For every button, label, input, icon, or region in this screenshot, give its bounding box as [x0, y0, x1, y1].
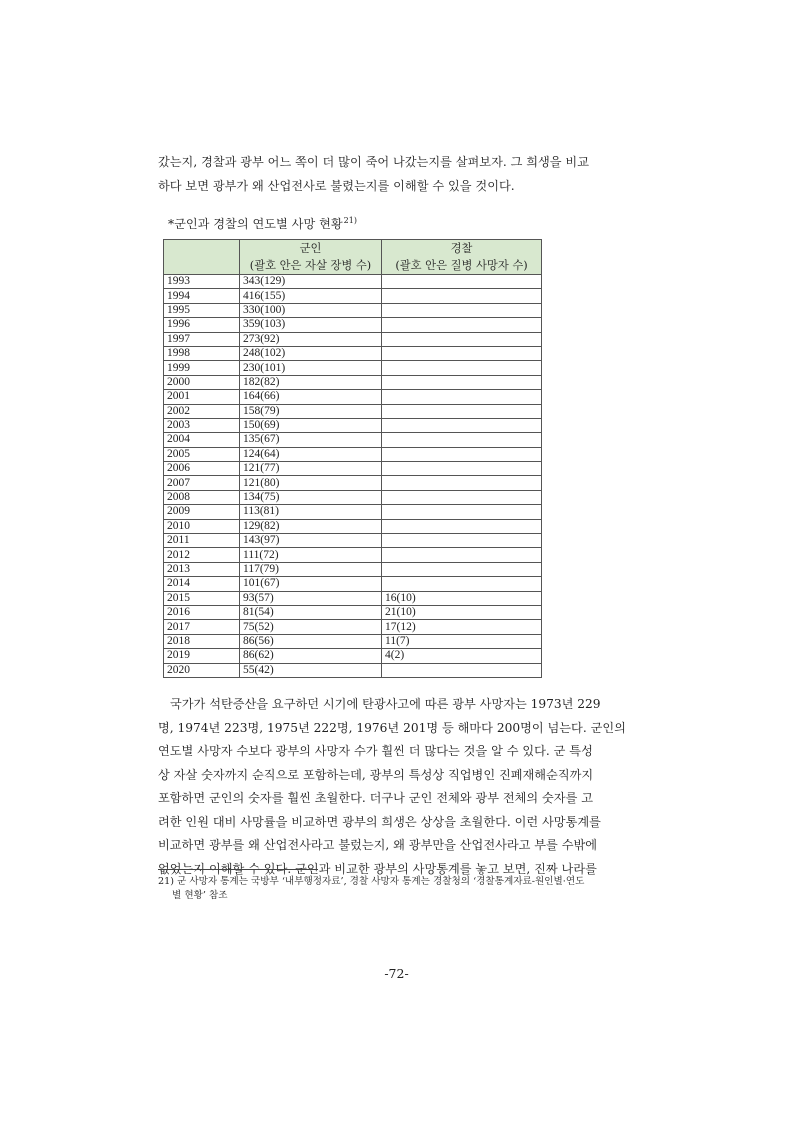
cell-year: 2004: [164, 433, 240, 447]
table-row: [164, 375, 542, 389]
cell-military: 81(54): [240, 605, 382, 619]
table-row: [164, 447, 542, 461]
header-year: [164, 240, 240, 275]
table-row: [164, 433, 542, 447]
table-row: [164, 634, 542, 648]
cell-military: 117(79): [240, 562, 382, 576]
cell-year: 2018: [164, 634, 240, 648]
cell-year: 2011: [164, 534, 240, 548]
header-police-subtitle: (괄호 안은 질병 사망자 수): [395, 259, 528, 272]
cell-police: [382, 289, 542, 303]
table-row: [164, 476, 542, 490]
cell-year: 1997: [164, 332, 240, 346]
cell-military: 134(75): [240, 490, 382, 504]
cell-police: [382, 318, 542, 332]
cell-year: 2003: [164, 418, 240, 432]
body-line: 비교하면 광부를 왜 산업전사라고 불렀는지, 왜 광부만을 산업전사라고 부를 수밖에: [158, 838, 598, 852]
cell-military: 55(42): [240, 663, 382, 677]
table-row: [164, 577, 542, 591]
cell-military: 135(67): [240, 433, 382, 447]
cell-police: 17(12): [382, 620, 542, 634]
cell-year: 2015: [164, 591, 240, 605]
death-statistics-table: [163, 239, 542, 678]
cell-military: 124(64): [240, 447, 382, 461]
cell-military: 164(66): [240, 390, 382, 404]
table-row: [164, 548, 542, 562]
table-row: [164, 361, 542, 375]
cell-police: [382, 663, 542, 677]
cell-police: [382, 462, 542, 476]
cell-police: 4(2): [382, 649, 542, 663]
cell-military: 182(82): [240, 375, 382, 389]
header-police-title: 경찰: [450, 242, 473, 255]
cell-military: 273(92): [240, 332, 382, 346]
cell-year: 2012: [164, 548, 240, 562]
header-police: [382, 240, 542, 275]
cell-military: 113(81): [240, 505, 382, 519]
cell-year: 2009: [164, 505, 240, 519]
cell-police: [382, 548, 542, 562]
cell-police: [382, 303, 542, 317]
cell-year: 2010: [164, 519, 240, 533]
table-caption: [168, 215, 357, 232]
table-row: [164, 289, 542, 303]
footnote-line-1: 21) 군 사망자 통계는 국방부 ‘내부행정자료’, 경찰 사망자 통계는 경찰청의 ‘경찰통계자료-원인별·연도: [158, 876, 585, 887]
cell-military: 230(101): [240, 361, 382, 375]
cell-year: 2005: [164, 447, 240, 461]
intro-paragraph: [158, 151, 638, 198]
cell-year: 2008: [164, 490, 240, 504]
caption-footnote-ref: 21): [343, 216, 357, 225]
cell-military: 111(72): [240, 548, 382, 562]
cell-police: [382, 390, 542, 404]
table-row: [164, 332, 542, 346]
cell-year: 1995: [164, 303, 240, 317]
cell-military: 150(69): [240, 418, 382, 432]
table-row: [164, 303, 542, 317]
cell-military: 75(52): [240, 620, 382, 634]
header-military-title: 군인: [299, 242, 322, 255]
table-row: [164, 318, 542, 332]
cell-police: [382, 476, 542, 490]
table-header-row: [164, 240, 542, 275]
table-row: [164, 605, 542, 619]
cell-year: 2017: [164, 620, 240, 634]
cell-military: 121(77): [240, 462, 382, 476]
cell-year: 2002: [164, 404, 240, 418]
cell-year: 2019: [164, 649, 240, 663]
cell-year: 2020: [164, 663, 240, 677]
cell-year: 1994: [164, 289, 240, 303]
cell-police: [382, 346, 542, 360]
cell-police: [382, 332, 542, 346]
cell-police: [382, 447, 542, 461]
header-military: [240, 240, 382, 275]
cell-police: [382, 534, 542, 548]
cell-police: [382, 577, 542, 591]
body-line: 없었는지 이해할 수 있다. 군인과 비교한 광부의 사망통계를 놓고 보면, 진짜 나라를: [158, 861, 597, 876]
cell-military: 143(97): [240, 534, 382, 548]
body-line: 연도별 사망자 수보다 광부의 사망자 수가 훨씬 더 많다는 것을 알 수 있다. 군 특성: [158, 744, 593, 758]
cell-military: 86(56): [240, 634, 382, 648]
cell-military: 248(102): [240, 346, 382, 360]
table-row: [164, 534, 542, 548]
cell-military: 101(67): [240, 577, 382, 591]
cell-police: [382, 404, 542, 418]
cell-military: 343(129): [240, 275, 382, 289]
table-row: [164, 591, 542, 605]
intro-line-2: 하다 보면 광부가 왜 산업전사로 불렸는지를 이해할 수 있을 것이다.: [158, 178, 515, 193]
cell-year: 1993: [164, 275, 240, 289]
table-row: [164, 519, 542, 533]
cell-year: 2001: [164, 390, 240, 404]
cell-year: 2000: [164, 375, 240, 389]
cell-year: 2016: [164, 605, 240, 619]
body-line: 려한 인원 대비 사망률을 비교하면 광부의 희생은 상상을 초월한다. 이런 사망통계를: [158, 814, 601, 829]
cell-year: 2014: [164, 577, 240, 591]
table-row: [164, 562, 542, 576]
cell-year: 2006: [164, 462, 240, 476]
table-row: [164, 490, 542, 504]
cell-police: 11(7): [382, 634, 542, 648]
cell-police: [382, 375, 542, 389]
cell-police: [382, 562, 542, 576]
cell-military: 129(82): [240, 519, 382, 533]
footnote-line-2: 별 현황’ 참조: [172, 890, 228, 901]
table-body: [164, 275, 542, 678]
cell-police: 16(10): [382, 591, 542, 605]
body-line: 국가가 석탄증산을 요구하던 시기에 탄광사고에 따른 광부 사망자는 1973년 229: [170, 697, 601, 711]
table-row: [164, 404, 542, 418]
table-row: [164, 505, 542, 519]
cell-year: 1998: [164, 346, 240, 360]
cell-military: 330(100): [240, 303, 382, 317]
page-number: -72-: [384, 966, 409, 981]
cell-police: 21(10): [382, 605, 542, 619]
body-line: 포함하면 군인의 숫자를 훨씬 초월한다. 더구나 군인 전체와 광부 전체의 숫자를 고: [158, 791, 594, 805]
cell-military: 359(103): [240, 318, 382, 332]
body-paragraph: [158, 693, 638, 881]
cell-police: [382, 361, 542, 375]
table-row: [164, 390, 542, 404]
cell-year: 1999: [164, 361, 240, 375]
body-line: 명, 1974년 223명, 1975년 222명, 1976년 201명 등 해마다 200명이 넘는다. 군인의: [158, 720, 626, 735]
footnote-divider: [158, 869, 318, 870]
table-row: [164, 620, 542, 634]
cell-police: [382, 490, 542, 504]
cell-year: 2007: [164, 476, 240, 490]
cell-military: 93(57): [240, 591, 382, 605]
caption-text: *군인과 경찰의 연도별 사망 현황: [168, 217, 343, 231]
header-military-subtitle: (괄호 안은 자살 장병 수): [249, 259, 372, 272]
table-row: [164, 346, 542, 360]
cell-military: 416(155): [240, 289, 382, 303]
cell-military: 158(79): [240, 404, 382, 418]
cell-police: [382, 418, 542, 432]
cell-police: [382, 433, 542, 447]
footnote: [158, 875, 638, 903]
cell-year: 1996: [164, 318, 240, 332]
table-row: [164, 663, 542, 677]
cell-police: [382, 519, 542, 533]
cell-year: 2013: [164, 562, 240, 576]
table-row: [164, 418, 542, 432]
intro-line-1: 갔는지, 경찰과 광부 어느 쪽이 더 많이 죽어 나갔는지를 살펴보자. 그 희생을 비교: [158, 155, 589, 169]
body-line: 상 자살 숫자까지 순직으로 포함하는데, 광부의 특성상 직업병인 진폐재해순직까지: [158, 767, 594, 782]
cell-military: 121(80): [240, 476, 382, 490]
cell-police: [382, 275, 542, 289]
cell-police: [382, 505, 542, 519]
table-row: [164, 275, 542, 289]
cell-military: 86(62): [240, 649, 382, 663]
table-row: [164, 462, 542, 476]
table-row: [164, 649, 542, 663]
